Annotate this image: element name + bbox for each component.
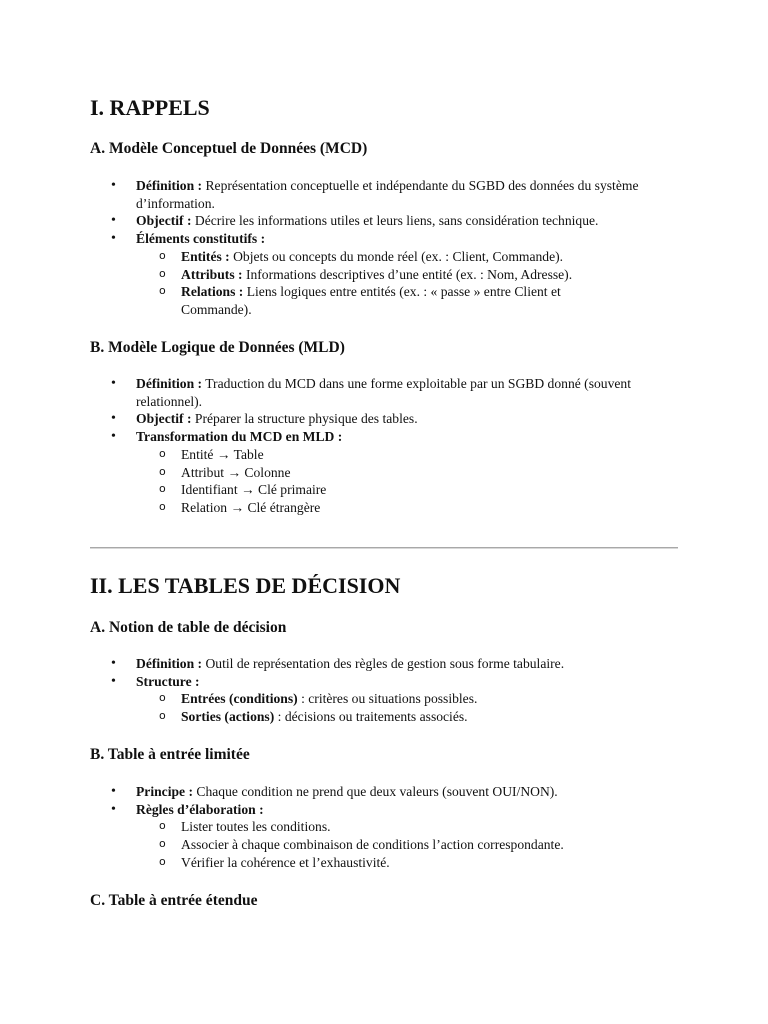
list-notion [90, 655, 660, 726]
list-item-mld-objectif [90, 410, 660, 428]
sublist-notion-structure [136, 690, 660, 725]
item-text: Traduction du MCD dans une forme exploitable par un SGBD donné (souvent relationnel). [136, 376, 631, 409]
item-text: Liens logiques entre entités (ex. : « passe » entre Client et Commande). [181, 284, 561, 317]
heading-notion: A. Notion de table de décision [90, 619, 287, 636]
list-item-mcd-definition [90, 177, 660, 212]
item-label: Définition : [136, 656, 203, 671]
item-label: Relations : [181, 284, 244, 300]
heading-mcd: A. Modèle Conceptuel de Données (MCD) [90, 140, 368, 157]
item-label: Objectif : [136, 213, 192, 229]
item-text: Chaque condition ne prend que deux valeurs (souvent OUI/NON). [193, 784, 558, 799]
sublist-item-sorties [136, 708, 660, 726]
item-label: Éléments constitutifs : [136, 231, 266, 247]
sublist-item-relations [136, 283, 660, 318]
sublist-item-entites [136, 248, 660, 266]
list-item-mld-definition [90, 375, 660, 410]
item-text: Objets ou concepts du monde réel (ex. : Client, Commande). [229, 248, 564, 264]
item-label: Entités : [181, 248, 230, 264]
list-item-mld-transformation [90, 428, 660, 517]
item-label: Règles d’élaboration : [136, 801, 264, 817]
item-label: Principe : [136, 784, 194, 799]
sublist-item: o Attribut → Colonne [136, 464, 660, 482]
sublist-item: o Identifiant → Clé primaire [136, 481, 660, 499]
section-title-rappels: I. RAPPELS [90, 95, 210, 120]
item-label: Attributs : [181, 266, 243, 282]
list-item-mcd-objectif [90, 212, 660, 230]
sublist-mcd-elements [136, 248, 660, 319]
section-divider [90, 547, 678, 549]
sublist-item: o Lister toutes les conditions. [136, 818, 660, 836]
list-item-limitee-regles [90, 801, 660, 872]
sublist-item-entrees [136, 690, 660, 708]
item-text: Préparer la structure physique des tables. [191, 411, 418, 427]
section-title-tables-decision: II. LES TABLES DE DÉCISION [90, 573, 401, 598]
item-text: : décisions ou traitements associés. [274, 709, 468, 725]
item-text: Représentation conceptuelle et indépendante du SGBD des données du système d’information. [136, 178, 639, 211]
list-item-notion-structure [90, 673, 660, 726]
list-limitee [90, 783, 660, 872]
list-item-mcd-elements [90, 230, 660, 319]
item-label: Définition : [136, 376, 203, 391]
heading-limitee: B. Table à entrée limitée [90, 746, 250, 763]
item-label: Entrées (conditions) [181, 691, 298, 707]
list-mcd [90, 177, 660, 319]
list-mld [90, 375, 660, 517]
sublist-item-attributs [136, 266, 660, 284]
sublist-limitee-regles [136, 818, 660, 871]
item-label: Objectif : [136, 411, 192, 427]
sublist-item: o Entité → Table [136, 446, 660, 464]
item-text: Outil de représentation des règles de gestion sous forme tabulaire. [202, 656, 565, 671]
heading-mld: B. Modèle Logique de Données (MLD) [90, 339, 345, 356]
list-item-notion-definition [90, 655, 660, 673]
item-label: Transformation du MCD en MLD : [136, 429, 343, 445]
item-text: Informations descriptives d’une entité (ex. : Nom, Adresse). [242, 266, 573, 282]
sublist-item: o Relation → Clé étrangère [136, 499, 660, 517]
list-item-limitee-principe [90, 783, 660, 801]
item-label: Structure : [136, 673, 200, 689]
sublist-item: o Associer à chaque combinaison de conditions l’action correspondante. [136, 836, 660, 854]
item-label: Définition : [136, 178, 203, 193]
sublist-item: o Vérifier la cohérence et l’exhaustivité. [136, 854, 660, 872]
item-text: Décrire les informations utiles et leurs liens, sans considération technique. [191, 213, 599, 229]
sublist-mld-transformation [136, 446, 660, 517]
item-text: : critères ou situations possibles. [297, 691, 478, 707]
item-label: Sorties (actions) [181, 709, 275, 725]
heading-etendue: C. Table à entrée étendue [90, 892, 258, 909]
